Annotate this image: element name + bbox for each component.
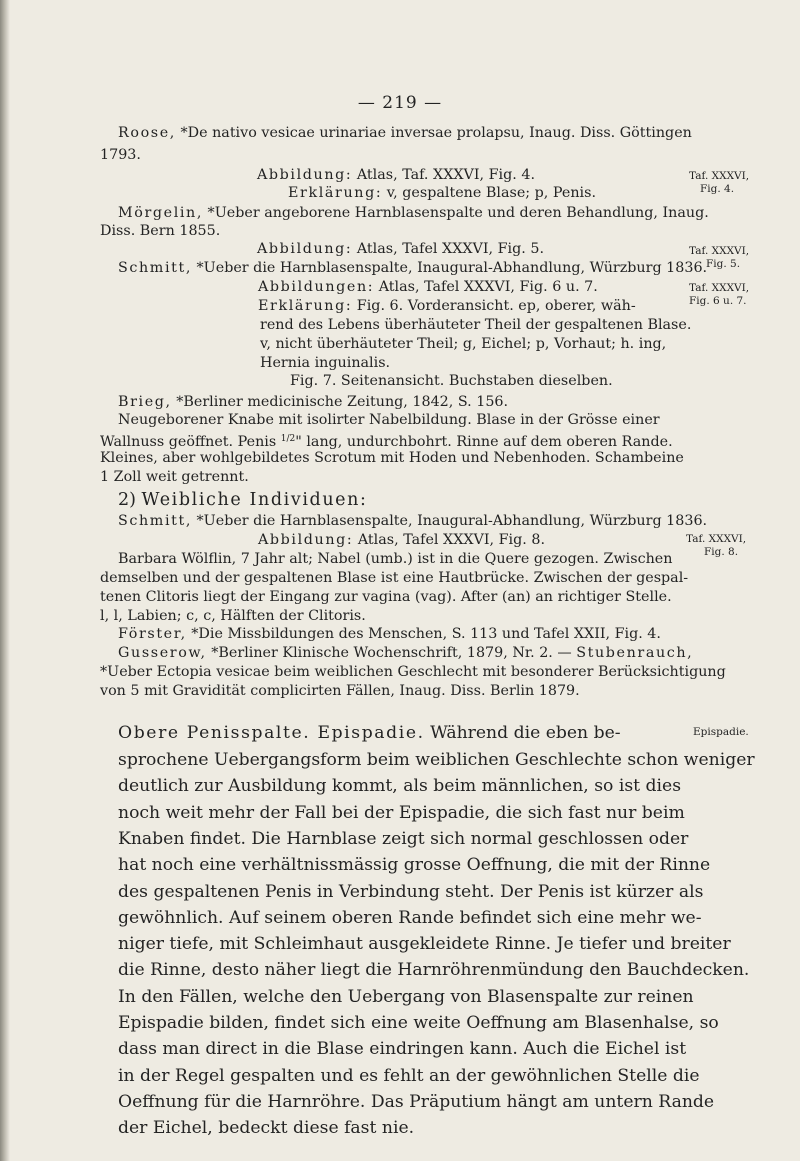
ref-roose-year: 1793. bbox=[100, 147, 141, 163]
body-line: der Eichel, bedeckt diese fast nie. bbox=[118, 1118, 415, 1139]
ref-text: *Berliner medicinische Zeitung, 1842, S. 156. bbox=[176, 394, 509, 410]
ref-foerster bbox=[118, 625, 661, 643]
abbildung-text: Atlas, Tafel XXXVI, Fig. 6 u. 7. bbox=[378, 279, 598, 295]
ref-brieg-line bbox=[100, 430, 673, 451]
author-name: Gusserow, bbox=[118, 645, 207, 661]
body-line: Epispadie bilden, findet sich eine weite Oeffnung am Blasenhalse, so bbox=[118, 1013, 719, 1033]
ref-schmitt-2-line: Barbara Wölflin, 7 Jahr alt; Nabel (umb.) ist in die Quere gezogen. Zwischen bbox=[118, 551, 673, 567]
body-line: gewöhnlich. Auf seinem oberen Rande befindet sich eine mehr we- bbox=[118, 907, 702, 928]
body-line: Oeffnung für die Harnröhre. Das Präputium hängt am untern Rande bbox=[118, 1091, 715, 1112]
body-line: dass man direct in die Blase eindringen kann. Auch die Eichel ist bbox=[118, 1039, 687, 1060]
ref-schmitt-2-line: l, l, Labien; c, c, Hälften der Clitoris. bbox=[100, 608, 366, 624]
ref-schmitt-1-line: Fig. 7. Seitenansicht. Buchstaben dieselben. bbox=[290, 373, 613, 389]
ref-text: *De nativo vesicae urinariae inversae prolapsu, Inaug. Diss. Göttingen bbox=[180, 125, 692, 141]
author-name: Stubenrauch, bbox=[576, 645, 694, 661]
ref-moergelin-cont: Diss. Bern 1855. bbox=[100, 223, 221, 239]
ref-schmitt-1-erklaerung bbox=[258, 297, 636, 315]
body-first-line bbox=[118, 722, 621, 744]
body-line: des gespaltenen Penis in Verbindung steht. Der Penis ist kürzer als bbox=[118, 881, 704, 902]
ref-schmitt-1 bbox=[118, 259, 707, 277]
margin-note: Taf. XXXVI, bbox=[689, 282, 750, 294]
ref-moergelin-abbildung bbox=[257, 240, 544, 258]
margin-note: Fig. 6 u. 7. bbox=[689, 295, 747, 307]
body-text: Während die eben be- bbox=[430, 723, 621, 743]
margin-note: Taf. XXXVI, bbox=[689, 245, 750, 257]
section-heading bbox=[118, 489, 368, 511]
ref-roose-abbildung bbox=[257, 166, 535, 184]
ref-text: *Ueber die Harnblasenspalte, Inaugural-Abhandlung, Würzburg 1836. bbox=[196, 260, 708, 276]
body-line: In den Fällen, welche den Uebergang von Blasenspalte zur reinen bbox=[118, 986, 694, 1007]
author-name: Brieg, bbox=[118, 394, 172, 410]
author-name: Schmitt, bbox=[118, 260, 192, 276]
body-line: hat noch eine verhältnissmässig grosse Oeffnung, die mit der Rinne bbox=[118, 855, 711, 876]
ref-schmitt-2-line: tenen Clitoris liegt der Eingang zur vagina (vag). After (an) an richtiger Stelle. bbox=[100, 589, 672, 605]
ref-roose bbox=[118, 124, 692, 142]
author-name: Mörgelin, bbox=[118, 205, 203, 221]
ref-roose-erklaerung bbox=[288, 184, 596, 202]
ref-text: " lang, undurchbohrt. Rinne auf dem oberen Rande. bbox=[295, 434, 673, 450]
body-line: die Rinne, desto näher liegt die Harnröhrenmündung den Bauchdecken. bbox=[118, 960, 750, 981]
abbildung-label: Abbildung: bbox=[257, 241, 353, 257]
margin-note: Fig. 5. bbox=[706, 258, 741, 270]
author-name: Förster, bbox=[118, 626, 187, 642]
margin-note: Epispadie. bbox=[693, 726, 749, 738]
abbildung-label: Abbildung: bbox=[257, 167, 353, 183]
page-number: — 219 — bbox=[357, 93, 443, 113]
ref-schmitt-1-line: v, nicht überhäuteter Theil; g, Eichel; p, Vorhaut; h. ing, bbox=[260, 336, 667, 352]
margin-note: Fig. 8. bbox=[704, 546, 739, 558]
margin-note: Taf. XXXVI, bbox=[689, 170, 750, 182]
ref-brieg-line: Neugeborener Knabe mit isolirter Nabelbildung. Blase in der Grösse einer bbox=[118, 412, 660, 428]
ref-text: *Berliner Klinische Wochenschrift, 1879, Nr. 2. — bbox=[211, 645, 572, 661]
ref-text: *Ueber angeborene Harnblasenspalte und deren Behandlung, Inaug. bbox=[207, 205, 709, 221]
body-line: noch weit mehr der Fall bei der Epispadie, die sich fast nur beim bbox=[118, 802, 685, 823]
ref-text: *Ueber die Harnblasenspalte, Inaugural-Abhandlung, Würzburg 1836. bbox=[196, 513, 708, 529]
author-name: Roose, bbox=[118, 125, 176, 141]
abbildung-label: Abbildung: bbox=[258, 532, 354, 548]
ref-gusserow-line: *Ueber Ectopia vesicae beim weiblichen Geschlecht mit besonderer Berücksichtigung bbox=[100, 664, 726, 680]
ref-schmitt-1-abbildungen bbox=[258, 278, 598, 296]
ref-schmitt-2 bbox=[118, 512, 707, 530]
abbildung-text: Atlas, Tafel XXXVI, Fig. 8. bbox=[357, 532, 545, 548]
ref-text: Wallnuss geöffnet. Penis bbox=[100, 434, 277, 450]
body-line: deutlich zur Ausbildung kommt, als beim männlichen, so ist dies bbox=[118, 776, 682, 797]
erklaerung-text: Fig. 6. Vorderansicht. ep, oberer, wäh- bbox=[356, 298, 636, 314]
abbildung-text: Atlas, Taf. XXXVI, Fig. 4. bbox=[356, 167, 535, 183]
erklaerung-label: Erklärung: bbox=[288, 185, 383, 201]
section-number: 2) bbox=[118, 490, 136, 510]
body-line: niger tiefe, mit Schleimhaut ausgekleidete Rinne. Je tiefer und breiter bbox=[118, 934, 731, 955]
ref-gusserow-line: von 5 mit Gravidität complicirten Fällen, Inaug. Diss. Berlin 1879. bbox=[100, 683, 580, 699]
fraction: 1/2 bbox=[280, 434, 296, 444]
ref-gusserow bbox=[118, 644, 693, 662]
ref-brieg-line: 1 Zoll weit getrennt. bbox=[100, 469, 249, 485]
abbildung-text: Atlas, Tafel XXXVI, Fig. 5. bbox=[356, 241, 544, 257]
ref-schmitt-1-line: rend des Lebens überhäuteter Theil der gespaltenen Blase. bbox=[260, 317, 692, 333]
ref-brieg bbox=[118, 393, 508, 411]
margin-note: Taf. XXXVI, bbox=[686, 533, 747, 545]
ref-moergelin bbox=[118, 204, 709, 222]
author-name: Schmitt, bbox=[118, 513, 192, 529]
ref-schmitt-1-line: Hernia inguinalis. bbox=[260, 355, 391, 371]
margin-note: Fig. 4. bbox=[700, 183, 735, 195]
body-line: sprochene Uebergangsform beim weiblichen Geschlechte schon weniger bbox=[118, 750, 755, 770]
erklaerung-label: Erklärung: bbox=[258, 298, 353, 314]
abbildung-label: Abbildungen: bbox=[258, 279, 375, 295]
body-line: Knaben findet. Die Harnblase zeigt sich normal geschlossen oder bbox=[118, 828, 689, 849]
ref-schmitt-2-line: demselben und der gespaltenen Blase ist eine Hautbrücke. Zwischen der gespal- bbox=[100, 570, 689, 586]
page-binding-shadow bbox=[0, 0, 10, 1161]
body-line: in der Regel gespalten und es fehlt an der gewöhnlichen Stelle die bbox=[118, 1065, 700, 1086]
erklaerung-text: v, gespaltene Blase; p, Penis. bbox=[386, 185, 596, 201]
ref-schmitt-2-abbildung bbox=[258, 531, 545, 549]
section-title: Weibliche Individuen: bbox=[141, 490, 368, 510]
ref-brieg-line: Kleines, aber wohlgebildetes Scrotum mit Hoden und Nebenhoden. Schambeine bbox=[100, 450, 684, 466]
ref-text: *Die Missbildungen des Menschen, S. 113 und Tafel XXII, Fig. 4. bbox=[191, 626, 661, 642]
body-heading: Obere Penisspalte. Epispadie. bbox=[118, 723, 425, 743]
